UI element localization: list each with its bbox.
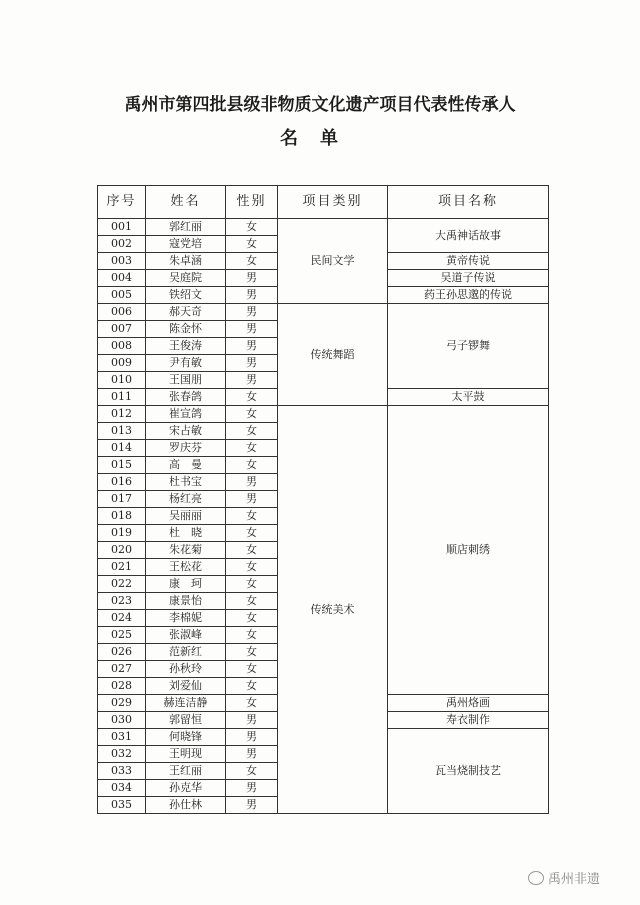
row-name: 郭留恒: [146, 712, 226, 729]
row-name: 陈金怀: [146, 321, 226, 338]
row-gender: 女: [226, 576, 278, 593]
row-gender: 女: [226, 593, 278, 610]
row-gender: 女: [226, 525, 278, 542]
row-number: 019: [98, 525, 146, 542]
row-project: 药王孙思邈的传说: [388, 287, 549, 304]
row-project: 禹州烙画: [388, 695, 549, 712]
row-gender: 男: [226, 712, 278, 729]
row-number: 023: [98, 593, 146, 610]
row-project: 太平鼓: [388, 389, 549, 406]
row-category: 传统美术: [278, 406, 388, 814]
row-name: 赫连洁静: [146, 695, 226, 712]
row-project: 吴道子传说: [388, 270, 549, 287]
row-gender: 女: [226, 423, 278, 440]
row-project: 黄帝传说: [388, 253, 549, 270]
row-number: 018: [98, 508, 146, 525]
document-subtitle: 名单: [280, 128, 360, 149]
row-gender: 女: [226, 236, 278, 253]
row-gender: 男: [226, 729, 278, 746]
row-name: 孙仕林: [146, 797, 226, 814]
row-number: 022: [98, 576, 146, 593]
table-row: [98, 406, 549, 423]
row-name: 张春鸽: [146, 389, 226, 406]
row-gender: 男: [226, 304, 278, 321]
row-gender: 女: [226, 763, 278, 780]
row-name: 杜书宝: [146, 474, 226, 491]
row-gender: 女: [226, 661, 278, 678]
row-name: 朱花菊: [146, 542, 226, 559]
row-gender: 男: [226, 372, 278, 389]
row-number: 028: [98, 678, 146, 695]
row-gender: 女: [226, 508, 278, 525]
table-header-row: [98, 186, 549, 219]
table-row: [98, 304, 549, 321]
header-name: 姓名: [146, 186, 226, 219]
row-category: 民间文学: [278, 219, 388, 304]
row-gender: 男: [226, 797, 278, 814]
row-gender: 女: [226, 542, 278, 559]
row-name: 吴庭院: [146, 270, 226, 287]
row-number: 010: [98, 372, 146, 389]
row-number: 006: [98, 304, 146, 321]
row-number: 020: [98, 542, 146, 559]
row-gender: 男: [226, 270, 278, 287]
row-name: 何晓锋: [146, 729, 226, 746]
row-gender: 女: [226, 644, 278, 661]
row-number: 017: [98, 491, 146, 508]
row-number: 011: [98, 389, 146, 406]
row-number: 005: [98, 287, 146, 304]
row-number: 027: [98, 661, 146, 678]
row-number: 009: [98, 355, 146, 372]
row-name: 郝天奇: [146, 304, 226, 321]
row-gender: 男: [226, 474, 278, 491]
row-number: 004: [98, 270, 146, 287]
header-project: 项目名称: [388, 186, 549, 219]
row-name: 杜 晓: [146, 525, 226, 542]
row-gender: 女: [226, 610, 278, 627]
row-name: 孙克华: [146, 780, 226, 797]
row-gender: 女: [226, 219, 278, 236]
row-number: 033: [98, 763, 146, 780]
row-gender: 女: [226, 627, 278, 644]
row-gender: 男: [226, 321, 278, 338]
row-gender: 女: [226, 457, 278, 474]
row-number: 014: [98, 440, 146, 457]
row-name: 寇党培: [146, 236, 226, 253]
watermark-text: 禹州非遗: [548, 872, 601, 887]
row-gender: 女: [226, 440, 278, 457]
row-number: 031: [98, 729, 146, 746]
row-name: 王俊涛: [146, 338, 226, 355]
header-number: 序号: [98, 186, 146, 219]
row-name: 王明现: [146, 746, 226, 763]
row-number: 003: [98, 253, 146, 270]
table-row: [98, 219, 549, 236]
row-name: 杨红亮: [146, 491, 226, 508]
row-number: 002: [98, 236, 146, 253]
row-gender: 女: [226, 678, 278, 695]
row-number: 007: [98, 321, 146, 338]
row-name: 康景怡: [146, 593, 226, 610]
row-name: 宋占敏: [146, 423, 226, 440]
row-name: 罗庆芬: [146, 440, 226, 457]
header-gender: 性别: [226, 186, 278, 219]
row-number: 034: [98, 780, 146, 797]
row-gender: 男: [226, 287, 278, 304]
row-name: 康 珂: [146, 576, 226, 593]
row-number: 030: [98, 712, 146, 729]
row-gender: 女: [226, 389, 278, 406]
row-number: 032: [98, 746, 146, 763]
row-project: 大禹神话故事: [388, 219, 549, 253]
row-name: 王红丽: [146, 763, 226, 780]
row-gender: 女: [226, 559, 278, 576]
row-number: 025: [98, 627, 146, 644]
row-gender: 男: [226, 355, 278, 372]
row-name: 铁绍文: [146, 287, 226, 304]
row-project: 弓子锣舞: [388, 304, 549, 389]
row-name: 高 曼: [146, 457, 226, 474]
row-project: 顺店刺绣: [388, 406, 549, 695]
row-gender: 男: [226, 338, 278, 355]
row-number: 008: [98, 338, 146, 355]
row-number: 024: [98, 610, 146, 627]
row-gender: 男: [226, 780, 278, 797]
inheritor-table: [97, 185, 549, 814]
row-name: 朱卓涵: [146, 253, 226, 270]
header-category: 项目类别: [278, 186, 388, 219]
row-name: 李棉妮: [146, 610, 226, 627]
row-name: 尹有敏: [146, 355, 226, 372]
row-number: 013: [98, 423, 146, 440]
row-number: 021: [98, 559, 146, 576]
row-number: 035: [98, 797, 146, 814]
row-name: 王松花: [146, 559, 226, 576]
row-project: 寿衣制作: [388, 712, 549, 729]
row-name: 崔宣鸽: [146, 406, 226, 423]
row-gender: 女: [226, 253, 278, 270]
row-number: 026: [98, 644, 146, 661]
row-number: 001: [98, 219, 146, 236]
row-gender: 女: [226, 695, 278, 712]
wechat-icon: [528, 871, 544, 885]
row-project: 瓦当烧制技艺: [388, 729, 549, 814]
row-name: 孙秋玲: [146, 661, 226, 678]
row-gender: 女: [226, 406, 278, 423]
row-number: 016: [98, 474, 146, 491]
row-name: 吴丽丽: [146, 508, 226, 525]
row-number: 012: [98, 406, 146, 423]
row-name: 刘爱仙: [146, 678, 226, 695]
row-name: 郭红丽: [146, 219, 226, 236]
table-body: [98, 219, 549, 814]
row-gender: 男: [226, 491, 278, 508]
row-gender: 男: [226, 746, 278, 763]
row-number: 029: [98, 695, 146, 712]
row-category: 传统舞蹈: [278, 304, 388, 406]
row-name: 范新红: [146, 644, 226, 661]
document-title: 禹州市第四批县级非物质文化遗产项目代表性传承人: [124, 95, 516, 115]
row-name: 张淑峰: [146, 627, 226, 644]
watermark: [528, 868, 600, 887]
row-number: 015: [98, 457, 146, 474]
row-name: 王国朋: [146, 372, 226, 389]
